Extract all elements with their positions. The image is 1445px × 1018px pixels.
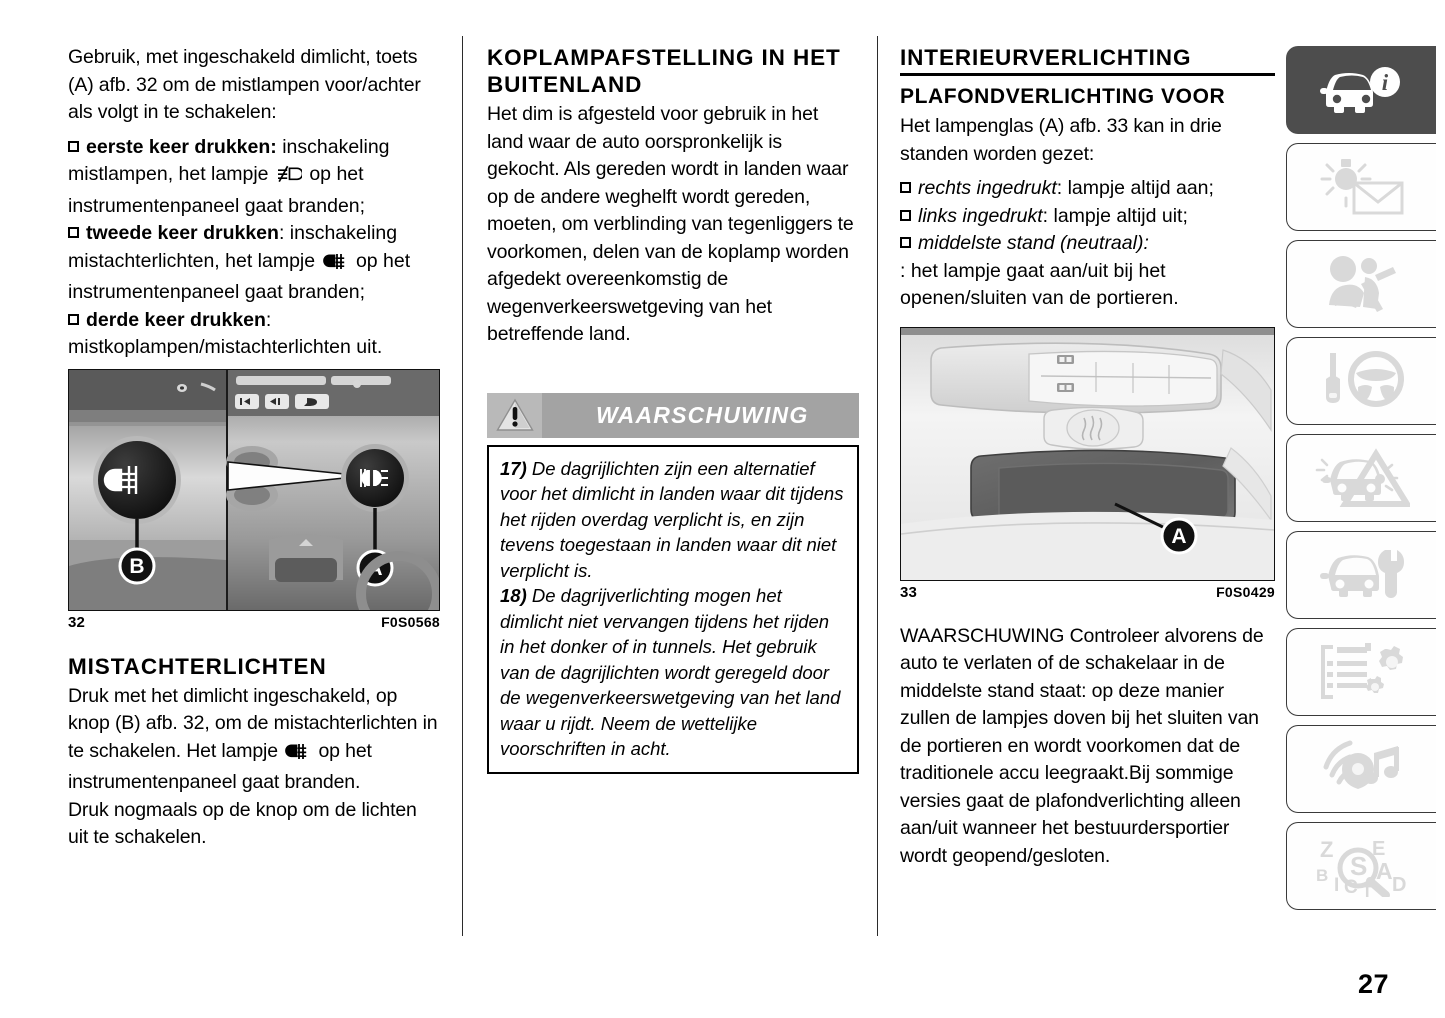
car-hazard-triangle-icon [1314, 448, 1410, 508]
c1-bullet-1 [68, 134, 440, 221]
car-info-icon [1316, 62, 1408, 118]
seatbelt-passenger-icon [1321, 253, 1403, 315]
c1-bullet-1-text-a: inschakeling mistlampen, het lampje [68, 135, 390, 185]
c1-section-heading: MISTACHTERLICHTEN [68, 653, 327, 679]
c2-paragraph: Het dim is afgesteld voor gebruik in het land waar de auto oorspronkelijk is gekocht. Als gereden wordt in landen waar op de andere weghelft wordt gereden, moeten, om verblinding van tegenliggers te voorkomen, delen van de koplamp worden afgedekt overeenkomstig de wegenverkeerswetgeving van het betreffende land. [487, 103, 854, 345]
rear-fog-lamp-telltale-icon [285, 742, 311, 770]
sidebar-item-dashboard-info[interactable] [1286, 46, 1436, 134]
svg-text:I: I [1333, 875, 1339, 896]
c3-bullet-1 [900, 175, 1275, 203]
column-1 [68, 44, 440, 852]
sidebar-item-maintenance[interactable] [1286, 531, 1436, 619]
figure-33 [900, 327, 1275, 601]
warning-note-17 [500, 456, 846, 584]
figure-33-image [900, 327, 1275, 581]
c1-bullet-3 [68, 307, 440, 335]
svg-text:Z: Z [1319, 837, 1333, 862]
warning-header [487, 393, 859, 438]
svg-text:E: E [1371, 838, 1385, 860]
c1-para-2: Druk nogmaals op de knop om de lichten uit te schakelen. [68, 798, 417, 848]
figure-32-image [68, 369, 440, 611]
bullet-square-icon [68, 314, 79, 325]
magnifier-letters-icon [1314, 835, 1410, 897]
warning-block [487, 393, 859, 774]
sidebar-item-multimedia[interactable] [1286, 725, 1436, 813]
bullet-square-icon [68, 227, 79, 238]
svg-text:i: i [1381, 70, 1388, 95]
warning-note-18-number: 18) [500, 585, 527, 606]
warning-note-17-text: De dagrijlichten zijn een alternatief voor het dimlicht in landen waar dit tijdens het rijden overdag verplicht is, en zijn tevens toegestaan in landen waar dit niet verplicht is. [500, 457, 844, 581]
key-steering-wheel-icon [1316, 351, 1408, 411]
svg-text:A: A [1171, 524, 1187, 548]
c3-bullet-1-italic: rechts ingedrukt [918, 177, 1057, 199]
bullet-square-icon [68, 141, 79, 152]
c1-bullet-3-colon: : [265, 308, 272, 331]
warning-body [487, 445, 859, 774]
figure-33-number: 33 [900, 583, 918, 601]
bullet-square-icon [900, 237, 911, 248]
warning-note-17-number: 17) [500, 457, 527, 479]
c3-bullet-3-tail: : het lampje gaat aan/uit bij het openen/sluiten van de portieren. [900, 259, 1179, 309]
warning-triangle-icon [487, 393, 542, 438]
figure-33-code: F0S0429 [1216, 583, 1275, 600]
sidebar-item-safety-start[interactable] [1286, 143, 1436, 231]
section-tab-rail [1286, 46, 1436, 919]
page-number: 27 [1357, 969, 1389, 999]
figure-32-code: F0S0568 [381, 613, 440, 630]
c1-para-1 [68, 683, 440, 797]
column-divider-1 [462, 36, 463, 936]
svg-text:A: A [1375, 858, 1393, 884]
column-divider-2 [877, 36, 878, 936]
rear-fog-lamp-telltale-icon [323, 252, 349, 280]
c3-bullet-2 [900, 203, 1275, 231]
c1-intro-paragraph: Gebruik, met ingeschakeld dimlicht, toets (A) afb. 32 om de mistlampen voor/achter als volgt in te schakelen: [68, 46, 421, 123]
sidebar-item-index[interactable] [1286, 822, 1436, 910]
svg-text:B: B [1315, 866, 1328, 885]
c1-bullet-3-tail: mistkoplampen/mistachterlichten uit. [68, 336, 383, 358]
sidebar-item-occupant-safety[interactable] [1286, 240, 1436, 328]
c3-intro: Het lampenglas (A) afb. 33 kan in drie standen worden gezet: [900, 115, 1222, 165]
c1-bullet-2 [68, 220, 440, 307]
c3-section-heading: INTERIEURVERLICHTING [900, 44, 1275, 76]
bullet-square-icon [900, 210, 911, 221]
c1-bullet-2-text-b: op het instrumentenpaneel gaat branden; [68, 249, 411, 303]
c3-subheading: PLAFONDVERLICHTING VOOR [900, 85, 1226, 108]
sidebar-item-starting-driving[interactable] [1286, 337, 1436, 425]
sidebar-item-emergency[interactable] [1286, 434, 1436, 522]
c3-bullet-3 [900, 230, 1275, 258]
sun-envelope-icon [1316, 157, 1408, 217]
c3-closing-paragraph: WAARSCHUWING Controleer alvorens de auto te verlaten of de schakelaar in de middelste stand staat: op deze manier zullen de lampjes doven bij het sluiten van de portieren en wordt voorkomen dat de traditionele accu leegraakt.Bij sommige versies gaat de plafondverlichting alleen aan/uit wanneer het bestuurdersportier wordt geopend/gesloten. [900, 624, 1264, 867]
c1-bullet-1-bold: eerste keer drukken: [86, 135, 277, 158]
svg-text:B: B [129, 554, 145, 578]
c3-bullet-1-rest: : lampje altijd aan; [1056, 177, 1214, 199]
c3-bullet-3-italic: middelste stand (neutraal): [918, 232, 1149, 254]
front-fog-lamp-telltale-icon [276, 165, 302, 193]
c1-bullet-1-text-b: op het instrumentenpaneel gaat branden; [68, 163, 366, 217]
music-signal-icon [1318, 739, 1406, 799]
car-wrench-icon [1314, 546, 1410, 604]
c1-bullet-3-bold: derde keer drukken [86, 308, 266, 331]
figure-32-caption [68, 614, 440, 631]
c3-bullet-2-italic: links ingedrukt [918, 204, 1043, 227]
c1-para-1-b: op het instrumentenpaneel gaat branden. [68, 739, 372, 793]
figure-32-number: 32 [68, 613, 86, 631]
svg-text:C: C [1343, 877, 1358, 897]
sidebar-item-technical-specs[interactable] [1286, 628, 1436, 716]
warning-note-18 [500, 583, 846, 762]
bullet-square-icon [900, 182, 911, 193]
c1-bullet-2-bold: tweede keer drukken [86, 222, 279, 244]
c3-bullet-2-rest: : lampje altijd uit; [1042, 204, 1188, 227]
column-2 [487, 44, 859, 774]
c1-para-1-a: Druk met het dimlicht ingeschakeld, op knop (B) afb. 32, om de mistachterlichten in te schakelen. Het lampje [68, 684, 438, 762]
svg-text:A: A [367, 556, 383, 580]
c2-section-heading: KOPLAMPAFSTELLING IN HET BUITENLAND [487, 45, 841, 97]
warning-title: WAARSCHUWING [596, 401, 809, 428]
svg-text:T: T [1361, 882, 1372, 897]
svg-text:S: S [1349, 851, 1367, 881]
figure-32 [68, 369, 440, 631]
warning-note-18-text: De dagrijverlichting mogen het dimlicht niet vervangen tijdens het rijden in het donker of in tunnels. Het gebruik van de dagrijlichten wordt geregeld door de wegenverkeerswetgeving van het land waar u rijdt. Neem de wettelijke voorschriften in acht. [500, 585, 841, 759]
c1-bullet-2-text-a: : inschakeling mistachterlichten, het lampje [68, 222, 398, 272]
document-gears-icon [1315, 641, 1409, 703]
svg-text:D: D [1391, 874, 1406, 896]
column-3 [900, 44, 1275, 870]
figure-33-caption [900, 584, 1275, 601]
